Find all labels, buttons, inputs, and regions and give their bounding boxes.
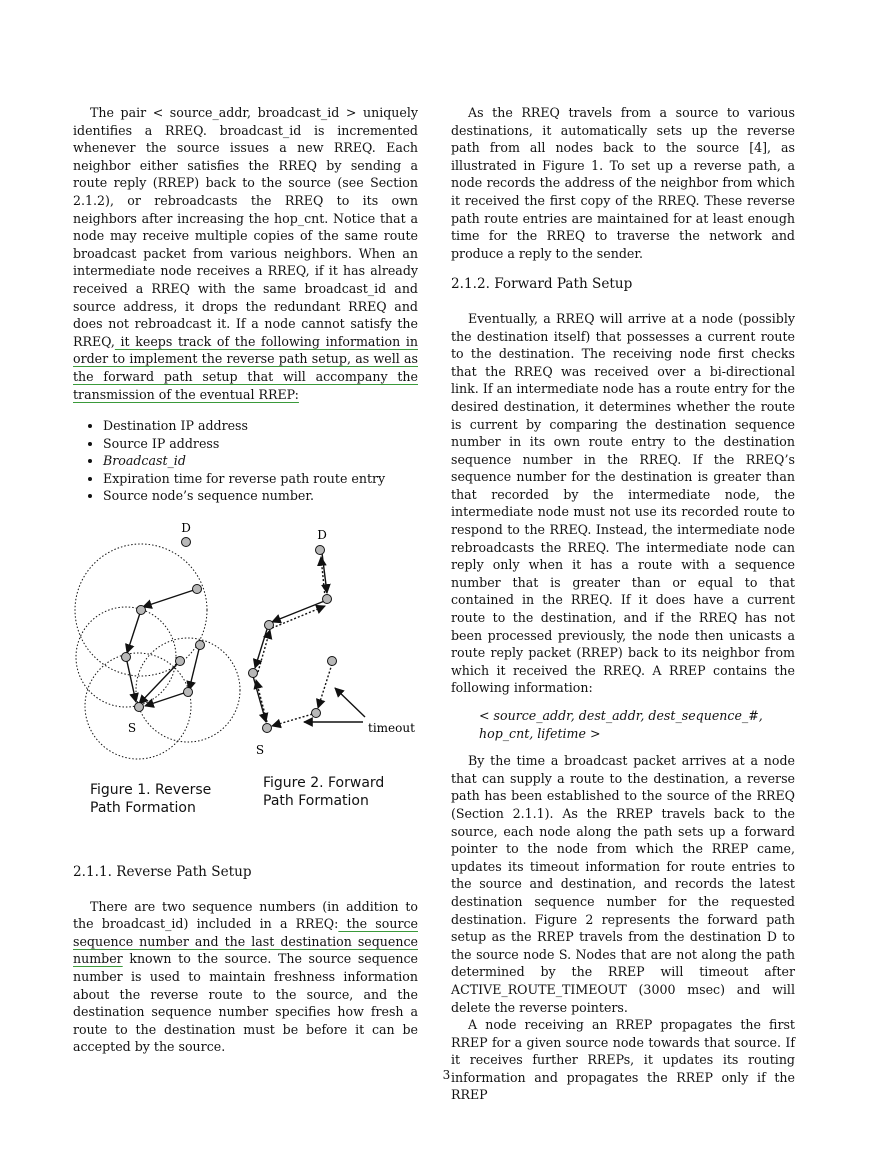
page-number: 3: [442, 1068, 451, 1082]
timeout-label: timeout: [368, 721, 415, 735]
list-item: • Destination IP address: [103, 417, 418, 435]
section-heading-forward-path: 2.1.2. Forward Path Setup: [451, 276, 633, 293]
paragraph-text: known to the source. The source sequence number is used to maintain freshness information about the reverse route to the source, and the destination sequence number specifies how fresh a route to the destination must be before it can be accepted by the source.: [73, 951, 418, 1055]
figure-1-reverse-path: [75, 544, 240, 759]
rrep-fields: < source_addr, dest_addr, dest_sequence_#, hop_cnt, lifetime >: [479, 708, 763, 741]
fig1-label-s: S: [127, 721, 137, 735]
section-heading-reverse-path: 2.1.1. Reverse Path Setup: [73, 864, 252, 880]
paragraph-text: The pair < source_addr, broadcast_id > uniquely identifies a RREQ. broadcast_id is incremented whenever the source issues a new RREQ. Each neighbor either satisfies the RREQ by sending a route reply (RREP) back to the source (see Section 2.1.2), or rebroadcasts the RREQ to its own neighbors after increasing the hop_cnt. Notice that a node may receive multiple copies of the same route broadcast packet from various neighbors. When an intermediate node receives a RREQ, if it has already received a RREQ with the same broadcast_id and source address, it drops the redundant RREQ and does not rebroadcast it. If a node cannot satisfy the RREQ,: [73, 105, 418, 349]
paragraph-pair-identifies: [73, 104, 418, 403]
paragraph-rreq-arrives: Eventually, a RREQ will arrive at a node (possibly the destination itself) that possesses a current route to the destination. The receiving node first checks that the RREQ was received over a bi-directional link. If an intermediate node has a route entry for the desired destination, it determines whether the route is current by comparing the destination sequence number in its own route entry to the destination sequence number in the RREQ. If the RREQ’s sequence number for the destination is greater than that recorded by the intermediate node, the intermediate node must not use its recorded route to respond to the RREQ. Instead, the intermediate node rebroadcasts the RREQ. The intermediate node can reply only when it has a route with a sequence number that is greater than or equal to that contained in the RREQ. If it does have a current route to the destination, and if the RREQ has not been processed previously, the node then unicasts a route reply packet (RREP) back to its neighbor from which it received the RREQ. A RREP contains the following information:: [451, 310, 795, 696]
highlighted-text: the source sequence number and the last destination sequence number: [73, 916, 418, 967]
fig1-nodes: [122, 538, 205, 712]
info-list: [73, 417, 418, 505]
right-column: [451, 104, 795, 1104]
fig1-label-d: D: [181, 521, 191, 535]
fig2-label-s: S: [255, 743, 265, 757]
list-item: • Source IP address: [103, 435, 418, 453]
paragraph-node-receiving: A node receiving an RREP propagates the first RREP for a given source node towards that source. If it receives further RREPs, it updates its routing information and propagates the RREP only if the RREP: [451, 1017, 795, 1103]
left-column: [73, 104, 418, 505]
fig2-label-d: D: [317, 528, 327, 542]
list-item: • Broadcast_id: [103, 452, 418, 470]
paragraph-sequence-numbers: [73, 898, 418, 1056]
paragraph-reverse-path: As the RREQ travels from a source to various destinations, it automatically sets up the reverse path from all nodes back to the source [4], as illustrated in Figure 1. To set up a reverse path, a node records the address of the neighbor from which it received the first copy of the RREQ. These reverse path route entries are maintained for at least enough time for the RREQ to traverse the network and produce a reply to the sender.: [451, 105, 795, 261]
paragraph-broadcast-arrives: By the time a broadcast packet arrives at a node that can supply a route to the destination, a reverse path has been established to the source of the RREQ (Section 2.1.1). As the RREP travels back to the source, each node along the path sets up a forward pointer to the node from which the RREP came, updates its timeout information for route entries to the source and destination, and records the latest destination sequence number for the requested destination. Figure 2 represents the forward path setup as the RREP travels from the destination D to the source node S. Nodes that are not along the path determined by the RREP will timeout after ACTIVE_ROUTE_TIMEOUT (3000 msec) and will delete the reverse pointers.: [451, 753, 795, 1015]
highlighted-text: it keeps track of the following information in order to implement the reverse path setup, as well as the forward path setup that will accompany the transmission of the eventual RREP:: [73, 333, 418, 402]
list-item: • Source node’s sequence number.: [103, 487, 418, 505]
figure-2-caption: Figure 2. Forward Path Formation: [263, 775, 385, 809]
list-item: • Expiration time for reverse path route entry: [103, 470, 418, 488]
forward-arrows: [253, 553, 365, 726]
paragraph-text: There are two sequence numbers (in addition to the broadcast_id) included in a RREQ:: [73, 898, 418, 932]
figures-diagram: [70, 512, 430, 772]
figure-1-caption: Figure 1. Reverse Path Formation: [90, 782, 212, 816]
left-column-lower: [73, 864, 418, 1056]
